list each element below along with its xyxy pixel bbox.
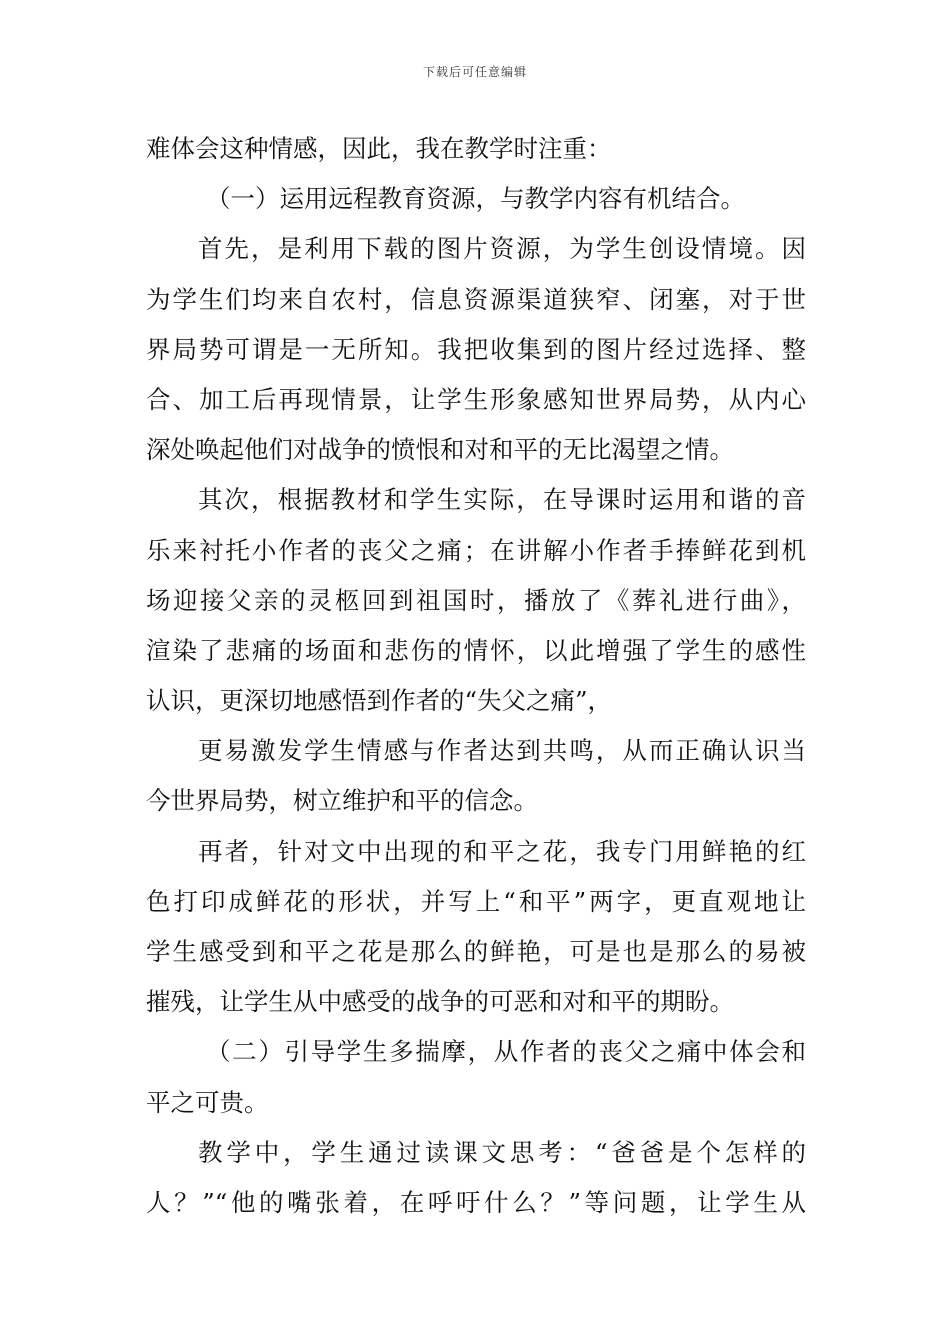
text-line: 其次，根据教材和学生实际，在导课时运用和谐的音: [198, 485, 806, 515]
text-line: 认识，更深切地感悟到作者的“失父之痛”，: [146, 686, 613, 716]
text-line: 教学中，学生通过读课文思考：“爸爸是个怎样的: [198, 1137, 806, 1167]
text-line: 合、加工后再现情景，让学生形象感知世界局势，从内心: [146, 384, 806, 414]
text-line: 乐来衬托小作者的丧父之痛；在讲解小作者手捧鲜花到机: [146, 535, 806, 565]
page-header-note: 下载后可任意编辑: [422, 65, 527, 79]
text-line: （一）运用远程教育资源，与教学内容有机结合。: [206, 184, 745, 214]
text-line: 今世界局势，树立维护和平的信念。: [146, 786, 538, 816]
text-line: 为学生们均来自农村，信息资源渠道狭窄、闭塞，对于世: [146, 284, 806, 314]
text-line: 渲染了悲痛的场面和悲伤的情怀，以此增强了学生的感性: [146, 635, 806, 665]
text-line: 再者，针对文中出现的和平之花，我专门用鲜艳的红: [198, 836, 806, 866]
text-line: 色打印成鲜花的形状，并写上“和平”两字，更直观地让: [146, 886, 806, 916]
text-line: 场迎接父亲的灵柩回到祖国时，播放了《葬礼进行曲》，: [146, 585, 806, 615]
text-line: （二）引导学生多揣摩，从作者的丧父之痛中体会和: [206, 1037, 806, 1067]
text-line: 摧残，让学生从中感受的战争的可恶和对和平的期盼。: [146, 987, 734, 1017]
text-line: 更易激发学生情感与作者达到共鸣，从而正确认识当: [198, 736, 806, 766]
text-line: 深处唤起他们对战争的愤恨和对和平的无比渴望之情。: [146, 435, 734, 465]
body-text: [146, 124, 806, 1228]
text-line: 首先，是利用下载的图片资源，为学生创设情境。因: [198, 234, 806, 264]
text-line: 人？”“他的嘴张着，在呼吁什么？”等问题，让学生从: [146, 1187, 806, 1217]
text-line: 平之可贵。: [146, 1087, 269, 1117]
text-line: 难体会这种情感，因此，我在教学时注重：: [146, 134, 612, 163]
text-line: 学生感受到和平之花是那么的鲜艳，可是也是那么的易被: [146, 937, 806, 966]
text-line: 界局势可谓是一无所知。我把收集到的图片经过选择、整: [146, 334, 806, 364]
